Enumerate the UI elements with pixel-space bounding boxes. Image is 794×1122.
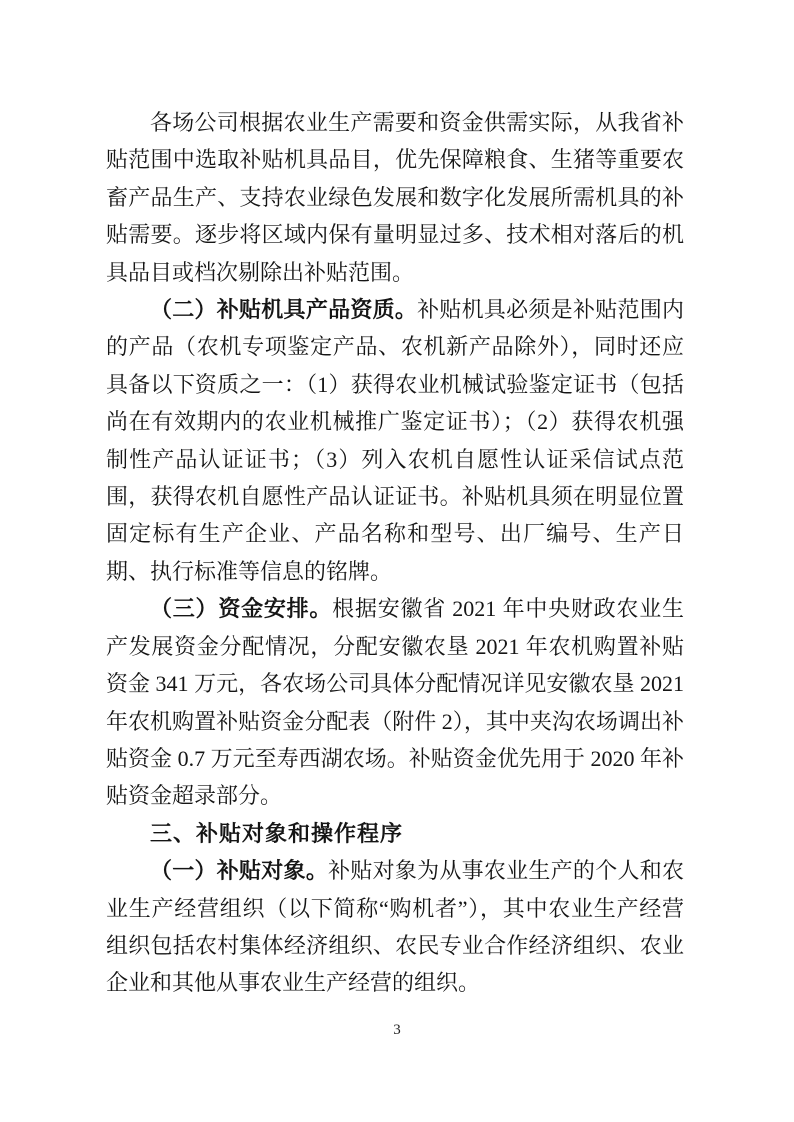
paragraph-text: 补贴机具必须是补贴范围内的产品（农机专项鉴定产品、农机新产品除外），同时还应具备以下资质之一：（1）获得农业机械试验鉴定证书（包括尚在有效期内的农业机械推广鉴定证书）；（2）获得农机强制性产品认证证书；（3）列入农机自愿性认证采信试点范围，获得农机自愿性产品认证证书。补贴机具须在明显位置固定标有生产企业、产品名称和型号、出厂编号、生产日期、执行标准等信息的铭牌。 [106,297,684,584]
paragraph-text: 补贴对象为从事农业生产的个人和农业生产经营组织（以下简称“购机者”），其中农业生产经营组织包括农村集体经济组织、农民专业合作经济组织、农业企业和其他从事农业生产经营的组织。 [106,858,684,996]
paragraph-subsidy-scope-continuation [106,104,684,291]
paragraph-fund-arrangement [106,590,684,814]
paragraph-lead: （一）补贴对象。 [150,858,329,884]
paragraph-lead: （三）资金安排。 [150,596,333,622]
section-heading-text: 三、补贴对象和操作程序 [150,820,404,846]
paragraph-text: 根据安徽省 2021 年中央财政农业生产发展资金分配情况，分配安徽农垦 2021 年农机购置补贴资金 341 万元，各农场公司具体分配情况详见安徽农垦 2021 年农机购置补贴资金分配表（附件 2），其中夹沟农场调出补贴资金 0.7 万元至寿西湖农场。补贴资金优先用于 2020 年补贴资金超录部分。 [106,596,684,809]
section-heading-subsidy-targets-procedures [106,815,684,852]
paragraph-text: 各场公司根据农业生产需要和资金供需实际，从我省补贴范围中选取补贴机具品目，优先保障粮食、生猪等重要农畜产品生产、支持农业绿色发展和数字化发展所需机具的补贴需要。逐步将区域内保有量明显过多、技术相对落后的机具品目或档次剔除出补贴范围。 [106,110,684,285]
document-text-block [106,104,684,1002]
page-number [0,1020,794,1040]
page-number-text: 3 [393,1022,401,1038]
paragraph-machine-product-qualification [106,291,684,590]
paragraph-subsidy-target [106,852,684,1002]
paragraph-lead: （二）补贴机具产品资质。 [150,297,418,323]
